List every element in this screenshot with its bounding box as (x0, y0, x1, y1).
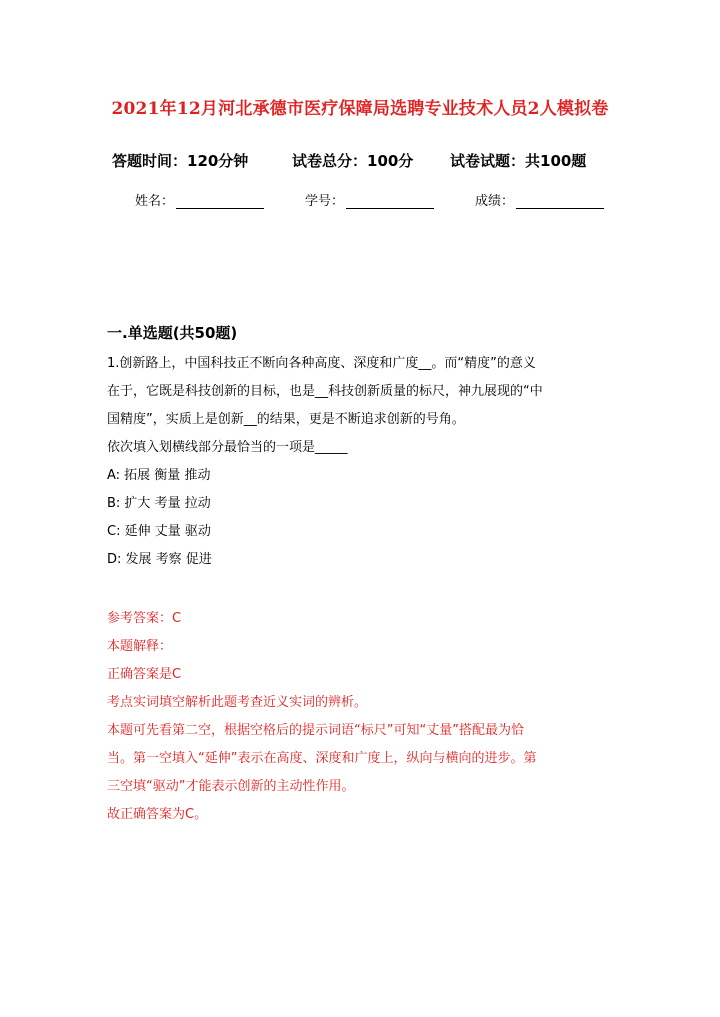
exam-meta (112, 150, 632, 174)
key-point: 考点实词填空解析此题考查近义实词的辨析。 (107, 695, 368, 710)
option-c: C: 延伸 丈量 驱动 (107, 524, 211, 539)
conclusion: 故正确答案为C。 (107, 807, 208, 822)
student-id-blank (346, 194, 434, 209)
name-field (135, 190, 264, 209)
analysis-line: 三空填“驱动”才能表示创新的主动性作用。 (107, 779, 355, 794)
name-label: 姓名： (135, 194, 175, 209)
reference-answer: 参考答案：C (107, 611, 182, 626)
student-id-label: 学号： (305, 194, 345, 209)
student-id-field (305, 190, 434, 209)
score-field (475, 190, 604, 209)
analysis-line: 本题可先看第二空，根据空格后的提示词语“标尺”可知“丈量”搭配最为恰 (107, 723, 524, 738)
exam-question-count: 试卷试题：共100题 (450, 152, 587, 170)
student-info (135, 190, 615, 210)
option-a: A: 拓展 衡量 推动 (107, 468, 211, 483)
correct-answer: 正确答案是C (107, 667, 182, 682)
explanation-label: 本题解释： (107, 639, 173, 654)
exam-time: 答题时间：120分钟 (112, 152, 249, 170)
score-blank (516, 194, 604, 209)
question-line: 在于，它既是科技创新的目标，也是__科技创新质量的标尺，神九展现的“中 (107, 384, 543, 399)
option-d: D: 发展 考察 促进 (107, 552, 212, 567)
question-line: 1.创新路上，中国科技正不断向各种高度、深度和广度__。而“精度”的意义 (107, 356, 536, 371)
exam-total-score: 试卷总分：100分 (292, 152, 414, 170)
score-label: 成绩： (475, 194, 515, 209)
question-line: 依次填入划横线部分最恰当的一项是_____ (107, 440, 348, 455)
question-line: 国精度”，实质上是创新__的结果，更是不断追求创新的号角。 (107, 412, 465, 427)
analysis-line: 当。第一空填入“延伸”表示在高度、深度和广度上，纵向与横向的进步。第 (107, 751, 537, 766)
name-blank (176, 194, 264, 209)
option-b: B: 扩大 考量 拉动 (107, 496, 211, 511)
question-block (107, 350, 623, 574)
exam-title: 2021年12月河北承德市医疗保障局选聘专业技术人员2人模拟卷 (111, 99, 609, 119)
answer-block (107, 605, 623, 829)
section-title: 一.单选题(共50题) (107, 324, 238, 342)
